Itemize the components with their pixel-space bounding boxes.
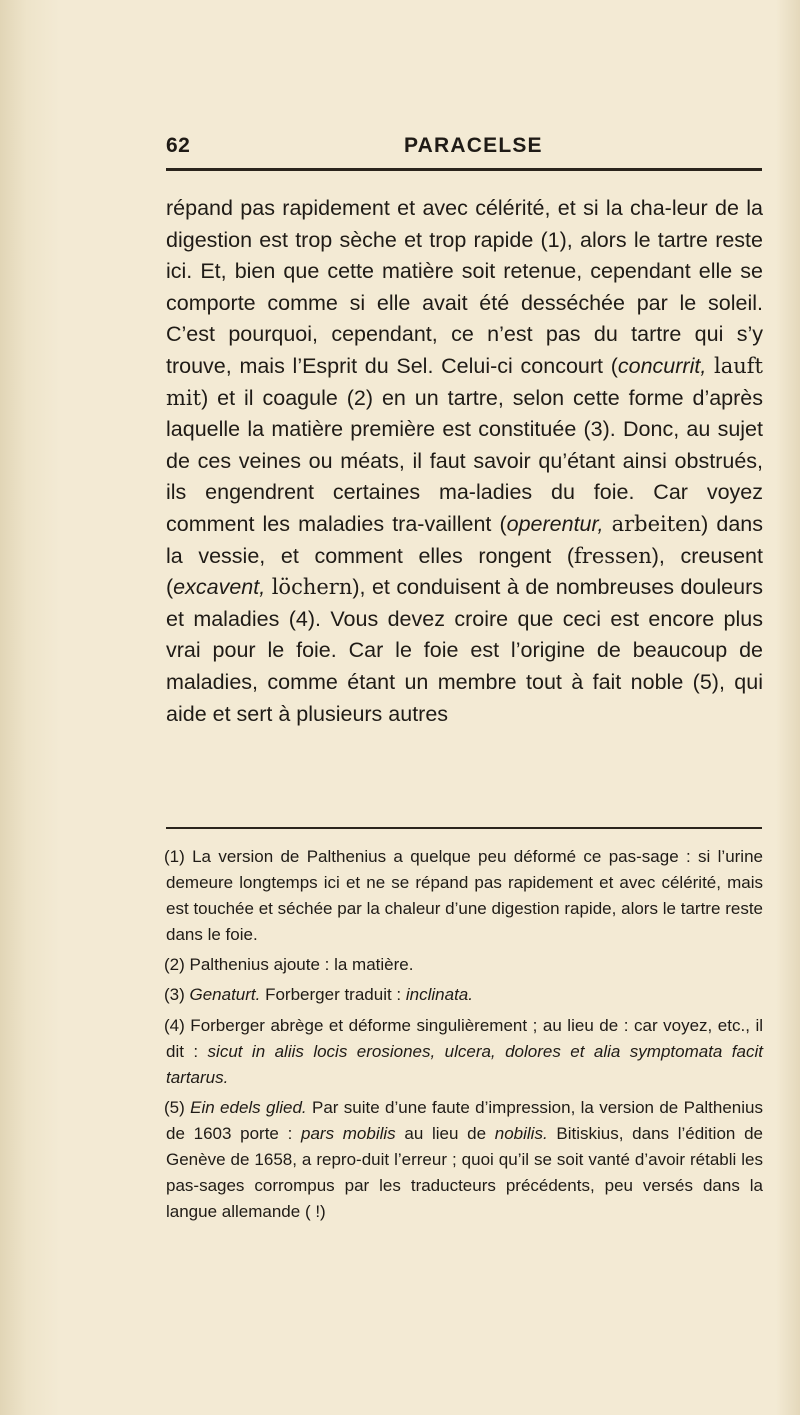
footnote-5 xyxy=(166,1095,763,1225)
footnote-2: (2) Palthenius ajoute : la matière. xyxy=(164,955,414,975)
scan-shadow-right xyxy=(776,0,800,1415)
latin-term: concurrit, xyxy=(617,353,707,378)
footnote-text: Bitiskius, dans l’édition de Genève de 1658, a repro-duit l’erreur ; quoi qu’il se soit vanté d’avoir rétabli les pas-sages corrompus par les traducteurs précédents, peu versés dans la langue allemande ( !) xyxy=(166,1123,763,1222)
header-rule xyxy=(166,168,762,171)
main-text-run: répand pas rapidement et avec célérité, et si la cha-leur de la digestion est trop sèche et trop rapide (1), alors le tartre reste ici. Et, bien que cette matière soit retenue, cependant elle se comporte comme si elle avait été desséchée par le soleil. C’est pourquoi, cependant, ce n’est pas du tartre qui s’y trouve, mais l’Esprit du Sel. Celui-ci concourt ( xyxy=(166,196,763,378)
footnote-italic: sicut in aliis locis erosiones, ulcera, dolores et alia symptomata facit tartarus. xyxy=(166,1041,763,1087)
main-text-run: ), creusent ( xyxy=(166,543,763,600)
footnote-rule xyxy=(166,827,762,829)
footnote-italic: Genaturt. xyxy=(189,985,261,1005)
german-term: löchern xyxy=(271,575,353,600)
footnote-text: (5) xyxy=(164,1097,191,1117)
german-term: fressen xyxy=(574,543,652,568)
footnote-3 xyxy=(166,982,763,1008)
main-text-run: ) dans la vessie, et comment elles rongent ( xyxy=(166,511,763,568)
footnote-1: (1) La version de Palthenius a quelque peu déformé ce pas-sage : si l’urine demeure longtemps ici et ne se répand pas rapidement et avec célérité, mais est touchée et séchée par la chaleur d’une digestion rapide, alors le tartre reste dans le foie. xyxy=(164,847,763,945)
scan-shadow-left xyxy=(0,0,60,1415)
footnote-4 xyxy=(166,1013,763,1091)
main-text xyxy=(166,193,763,730)
footnote-text: Forberger traduit : xyxy=(260,985,406,1005)
running-head: PARACELSE xyxy=(404,134,543,157)
footnote-italic: inclinata. xyxy=(405,985,473,1005)
footnote-italic: pars mobilis xyxy=(301,1123,396,1143)
footnotes xyxy=(166,844,763,1229)
footnote-text: Par suite d’une faute d’impression, la version de Palthenius de 1603 porte : xyxy=(166,1097,763,1143)
latin-term: excavent, xyxy=(173,575,266,600)
footnote-text: (4) Forberger abrège et déforme singulièrement ; au lieu de : car voyez, etc., il dit : xyxy=(164,1015,763,1061)
page-header xyxy=(166,130,762,164)
footnote-italic: nobilis. xyxy=(494,1123,548,1143)
main-text-run: ) et il coagule (2) en un tartre, selon cette forme d’après laquelle la matière première est constituée (3). Donc, au sujet de ces veines ou méats, il faut savoir qu’étant ainsi obstrués, ils engendrent certaines ma-ladies du foie. Car voyez comment les maladies tra-vaillent ( xyxy=(166,385,763,536)
german-term: arbeiten xyxy=(611,511,702,536)
main-text-run: ), et conduisent à de nombreuses douleurs et maladies (4). Vous devez croire que ceci est encore plus vrai pour le foie. Car le foie est l’origine de beaucoup de maladies, comme étant un membre tout à fait noble (5), qui aide et sert à plusieurs autres xyxy=(166,575,763,726)
footnote-italic: Ein edels glied. xyxy=(190,1097,307,1117)
german-term: lauft mit xyxy=(166,353,763,410)
footnote-text: au lieu de xyxy=(395,1123,495,1143)
page-number: 62 xyxy=(166,134,191,157)
latin-term: operentur, xyxy=(506,511,604,536)
footnote-text: (3) xyxy=(164,985,190,1005)
